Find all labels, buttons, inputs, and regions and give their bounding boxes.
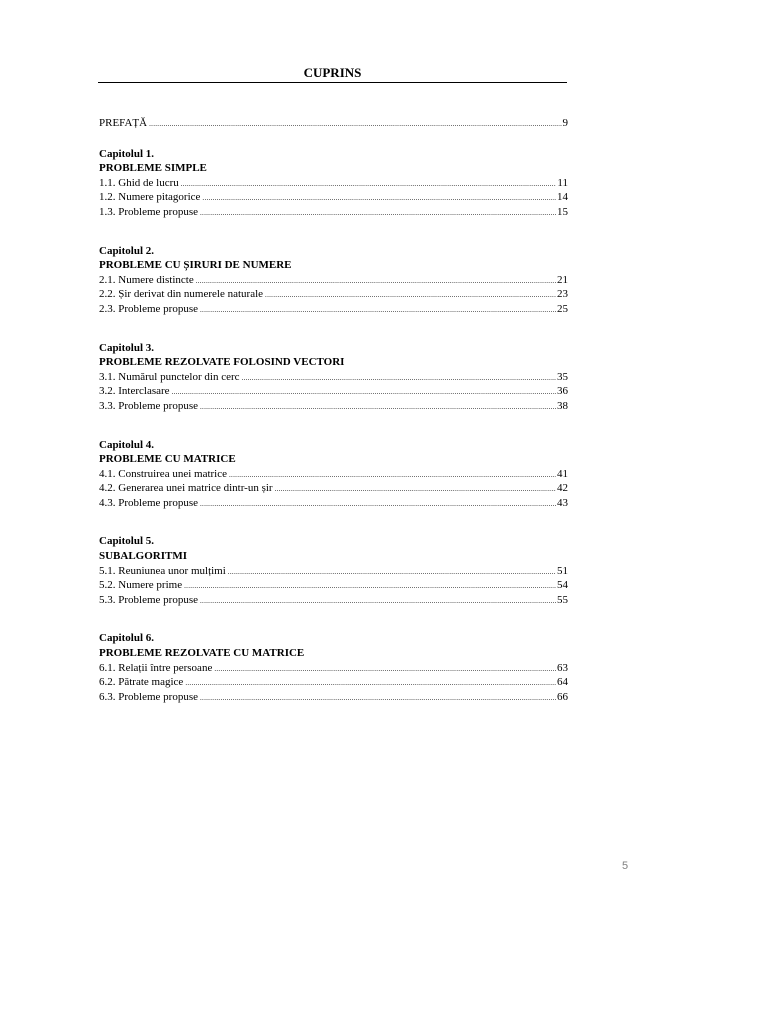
entry-title: 6.2. Pătrate magice: [99, 676, 184, 689]
toc-entry[interactable]: [99, 675, 568, 690]
entry-title: 3.2. Interclasare: [99, 385, 170, 398]
chapter-heading[interactable]: PROBLEME SIMPLE: [99, 162, 207, 175]
dot-leader: [265, 288, 556, 303]
chapter-heading[interactable]: PROBLEME CU ȘIRURI DE NUMERE: [99, 259, 292, 272]
entry-title: 3.3. Probleme propuse: [99, 399, 198, 412]
entry-page: 54: [557, 579, 568, 592]
dot-leader: [242, 371, 556, 386]
dot-leader: [172, 385, 556, 400]
entry-page: 35: [557, 370, 568, 383]
entry-title: 5.2. Numere prime: [99, 579, 183, 592]
dot-leader: [196, 274, 556, 289]
entry-page: 55: [557, 593, 568, 606]
chapter-heading[interactable]: PROBLEME REZOLVATE FOLOSIND VECTORI: [99, 356, 345, 369]
entry-page: 43: [557, 496, 568, 509]
dot-leader: [200, 206, 556, 221]
toc-entry[interactable]: [99, 467, 568, 482]
page-number: 5: [622, 860, 629, 872]
entry-page: 66: [557, 690, 568, 703]
dot-leader: [200, 497, 556, 512]
chapter-label: Capitolul 4.: [99, 438, 155, 451]
dot-leader: [181, 177, 557, 192]
toc-entry[interactable]: [99, 481, 568, 496]
dot-leader: [202, 191, 556, 206]
chapter-heading[interactable]: PROBLEME CU MATRICE: [99, 453, 236, 466]
toc-entry[interactable]: [99, 205, 568, 220]
dot-leader: [200, 303, 556, 318]
chapter-heading[interactable]: SUBALGORITMI: [99, 550, 188, 563]
entry-title: 5.1. Reuniunea unor mulțimi: [99, 564, 226, 577]
dot-leader: [200, 594, 556, 609]
chapter-label: Capitolul 2.: [99, 244, 155, 257]
dot-leader: [185, 676, 556, 691]
preface-entry[interactable]: [99, 116, 568, 131]
entry-title: 2.3. Probleme propuse: [99, 302, 198, 315]
dot-leader: [149, 117, 561, 132]
chapter-4: [99, 438, 568, 511]
entry-page: 63: [557, 661, 568, 674]
entry-title: 2.1. Numere distincte: [99, 273, 194, 286]
entry-title: 3.1. Numărul punctelor din cerc: [99, 370, 240, 383]
entry-title: 4.2. Generarea unei matrice dintr-un șir: [99, 482, 273, 495]
chapter-label: Capitolul 1.: [99, 147, 155, 160]
toc-entry[interactable]: [99, 370, 568, 385]
toc-entry[interactable]: [99, 384, 568, 399]
dot-leader: [228, 565, 556, 580]
toc-entry[interactable]: [99, 690, 568, 705]
chapter-heading[interactable]: PROBLEME REZOLVATE CU MATRICE: [99, 647, 305, 660]
toc-entry[interactable]: [99, 399, 568, 414]
entry-page: 23: [557, 288, 568, 301]
toc-entry[interactable]: [99, 287, 568, 302]
entry-title: 2.2. Șir derivat din numerele naturale: [99, 288, 264, 301]
entry-page: 36: [557, 385, 568, 398]
toc-entry[interactable]: [99, 190, 568, 205]
toc-entry[interactable]: [99, 593, 568, 608]
entry-title: 4.1. Construirea unei matrice: [99, 467, 227, 480]
entry-page: 14: [557, 191, 568, 204]
toc-entry[interactable]: [99, 564, 568, 579]
chapter-5: [99, 534, 568, 607]
entry-title: 1.2. Numere pitagorice: [99, 191, 201, 204]
chapter-3: [99, 341, 568, 414]
entry-page: 51: [557, 564, 568, 577]
toc-entry[interactable]: [99, 273, 568, 288]
title-underline: [98, 82, 567, 83]
entry-title: 5.3. Probleme propuse: [99, 593, 198, 606]
toc-entry[interactable]: [99, 496, 568, 511]
table-of-contents: [99, 116, 568, 728]
entry-title: 1.3. Probleme propuse: [99, 205, 198, 218]
entry-title: 6.3. Probleme propuse: [99, 690, 198, 703]
entry-page: 25: [557, 302, 568, 315]
chapter-6: [99, 631, 568, 704]
entry-page: 41: [557, 467, 568, 480]
entry-page: 38: [557, 399, 568, 412]
entry-title: 4.3. Probleme propuse: [99, 496, 198, 509]
dot-leader: [200, 400, 556, 415]
entry-page: 42: [557, 482, 568, 495]
dot-leader: [214, 662, 556, 677]
entry-page: 15: [557, 205, 568, 218]
toc-entry[interactable]: [99, 176, 568, 191]
chapter-label: Capitolul 3.: [99, 341, 155, 354]
entry-page: 64: [557, 676, 568, 689]
toc-entry[interactable]: [99, 302, 568, 317]
dot-leader: [184, 579, 556, 594]
toc-entry[interactable]: [99, 578, 568, 593]
entry-page: 11: [557, 176, 568, 189]
dot-leader: [275, 482, 556, 497]
chapter-2: [99, 244, 568, 317]
entry-title: 6.1. Relații între persoane: [99, 661, 213, 674]
dot-leader: [229, 468, 556, 483]
page-title: CUPRINS: [303, 65, 362, 80]
dot-leader: [200, 691, 556, 706]
preface-page: 9: [562, 117, 568, 129]
chapter-label: Capitolul 6.: [99, 632, 155, 645]
entry-title: 1.1. Ghid de lucru: [99, 176, 179, 189]
entry-page: 21: [557, 273, 568, 286]
chapter-1: [99, 147, 568, 220]
chapter-label: Capitolul 5.: [99, 535, 155, 548]
toc-entry[interactable]: [99, 661, 568, 676]
preface-title: PREFAȚĂ: [99, 117, 148, 129]
